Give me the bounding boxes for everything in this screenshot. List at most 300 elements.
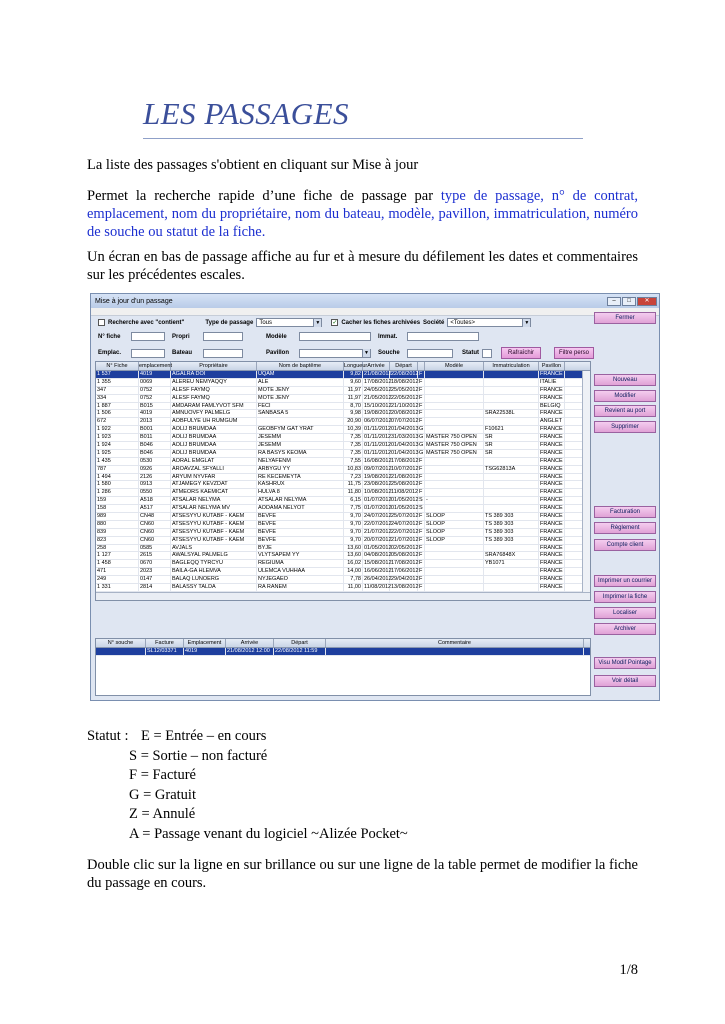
button-0[interactable]: Fermer xyxy=(594,312,656,324)
table-cell: 7,35 xyxy=(344,450,363,457)
table-cell: 20,90 xyxy=(344,418,363,425)
column-header[interactable]: emplacement xyxy=(139,363,173,369)
table-cell: 14,00 xyxy=(344,568,363,575)
table-cell: 11,97 xyxy=(344,387,363,394)
table-cell: SLOOP xyxy=(425,529,484,536)
table-cell: TSG62813A xyxy=(484,466,539,473)
table-cell: 2814 xyxy=(139,584,171,591)
table-cell: RE KECEMEYTA xyxy=(257,474,344,481)
column-header[interactable]: Pavillon xyxy=(539,362,565,370)
table-cell: AROAVZAL SFYALLI xyxy=(171,466,257,473)
table-cell: 25/05/2012 xyxy=(391,386,419,393)
table-row[interactable] xyxy=(96,426,590,434)
table-cell: 01/04/2013 xyxy=(391,442,419,449)
table-cell: BELGIQ xyxy=(539,403,565,410)
history-cell: 4019 xyxy=(184,648,226,655)
table-cell: 01/05/2012 xyxy=(391,505,419,512)
history-column-header[interactable]: Facture xyxy=(146,639,184,647)
table-row[interactable] xyxy=(96,466,590,474)
history-column-header[interactable]: Départ xyxy=(274,639,326,647)
table-cell: 7,55 xyxy=(344,458,363,465)
table-cell: MASTER 750 OPEN xyxy=(425,434,484,441)
table-row[interactable] xyxy=(96,505,590,513)
emplac-input[interactable] xyxy=(131,349,165,358)
table-cell: 17/06/2012 xyxy=(391,568,419,575)
table-cell: 15/08/2012 xyxy=(364,560,392,567)
table-cell xyxy=(425,489,484,496)
table-row[interactable] xyxy=(96,434,590,442)
table-row[interactable] xyxy=(96,458,590,466)
search-paragraph xyxy=(87,187,638,241)
table-row[interactable] xyxy=(96,552,590,560)
cacher-checkbox[interactable]: ✓ xyxy=(332,320,338,326)
table-cell xyxy=(425,395,484,402)
table-cell: FRANCE xyxy=(539,584,565,591)
table-cell: F xyxy=(418,403,425,410)
pavillon-select[interactable] xyxy=(299,349,371,358)
table-cell: FRANCE xyxy=(539,434,565,441)
table-cell: FRANCE xyxy=(539,481,565,488)
table-cell: AORAL EMGLAT xyxy=(171,458,257,465)
statut-input[interactable] xyxy=(482,349,492,358)
table-cell: ATSALAR NELYMA xyxy=(257,497,344,504)
table-cell: ALESF FAYMQ xyxy=(171,395,257,402)
table-cell: 0926 xyxy=(139,466,171,473)
table-row[interactable] xyxy=(96,545,590,553)
table-cell: 9,70 xyxy=(344,537,363,544)
table-row[interactable] xyxy=(96,410,590,418)
column-header[interactable] xyxy=(418,362,425,370)
table-cell xyxy=(484,584,539,591)
table-cell: 1 127 xyxy=(96,552,139,559)
button-12[interactable]: Visu Modif Pointage xyxy=(594,657,656,669)
table-cell xyxy=(425,474,484,481)
table-cell: 24/07/2012 xyxy=(364,513,392,520)
table-cell: CN60 xyxy=(139,521,171,528)
table-cell: 01/07/2012 xyxy=(364,505,392,512)
table-cell: 6,15 xyxy=(344,497,363,504)
table-cell: A518 xyxy=(139,497,171,504)
table-cell: F xyxy=(418,474,425,481)
table-cell: ALESF FAYMQ xyxy=(171,387,257,394)
table-cell xyxy=(425,481,484,488)
table-cell xyxy=(425,458,484,465)
column-header[interactable]: Arrivée xyxy=(363,362,390,370)
modele-label: Modèle xyxy=(266,333,287,340)
table-cell: FRANCE xyxy=(539,466,565,473)
table-cell: S xyxy=(418,505,425,512)
table-row[interactable] xyxy=(96,474,590,482)
table-cell: 26/04/2012 xyxy=(364,576,392,583)
history-cell: 22/08/2012 11:59 xyxy=(274,648,326,655)
table-cell: MASTER 750 OPEN xyxy=(425,450,484,457)
table-row[interactable] xyxy=(96,521,590,529)
table-cell: F xyxy=(418,529,425,536)
table-cell xyxy=(484,576,539,583)
table-cell: FRANCE xyxy=(539,410,565,417)
table-cell xyxy=(425,387,484,394)
maximize-icon[interactable]: □ xyxy=(622,297,636,306)
table-cell: FRANCE xyxy=(539,568,565,575)
table-cell: 01/11/2012 xyxy=(364,434,392,441)
table-cell: 01/07/2012 xyxy=(364,497,392,504)
table-cell: 18/08/2012 xyxy=(391,378,419,385)
table-cell: BEVFE xyxy=(257,529,344,536)
table-cell: 01/05/2012 xyxy=(391,497,419,504)
table-cell: 01/11/2012 xyxy=(364,442,392,449)
table-cell xyxy=(425,584,484,591)
table-cell: BEVFE xyxy=(257,537,344,544)
table-cell xyxy=(425,466,484,473)
table-cell: 2013 xyxy=(139,418,171,425)
table-cell: 21/08/2012 xyxy=(391,473,419,480)
table-cell: 4019 xyxy=(139,410,171,417)
statut-label: Statut : xyxy=(87,728,129,744)
chevron-down-icon: ▼ xyxy=(362,349,370,357)
chevron-down-icon: ▼ xyxy=(522,319,530,327)
table-cell: 7,78 xyxy=(344,576,363,583)
table-row[interactable] xyxy=(96,497,590,505)
table-cell: 20/08/2012 xyxy=(391,410,419,417)
table-cell: FRANCE xyxy=(539,450,565,457)
table-cell: F xyxy=(418,458,425,465)
table-cell: 0585 xyxy=(139,545,171,552)
column-header[interactable]: N° Fiche xyxy=(96,362,139,370)
table-cell xyxy=(425,410,484,417)
window-title: Mise à jour d'un passage xyxy=(95,297,173,305)
table-cell: ATJAMEGY KEVZDAT xyxy=(171,481,257,488)
table-cell: 21/10/2012 xyxy=(391,402,419,409)
column-header[interactable]: Modèle xyxy=(425,362,484,370)
table-cell: 823 xyxy=(96,537,139,544)
table-cell: 01/05/2012 xyxy=(364,544,392,551)
table-cell: 9,70 xyxy=(344,513,363,520)
table-row[interactable] xyxy=(96,584,590,592)
statut-item: F = Facturé xyxy=(129,767,196,784)
table-cell: B001 xyxy=(139,426,171,433)
table-cell: G xyxy=(419,442,424,449)
table-cell: 9,70 xyxy=(344,529,363,536)
history-column-header[interactable]: Emplacement xyxy=(184,639,226,647)
vertical-scrollbar[interactable] xyxy=(582,371,590,592)
modele-input[interactable] xyxy=(299,332,371,341)
table-cell: 06/07/2012 xyxy=(364,418,392,425)
table-cell: 19/08/2012 xyxy=(364,473,392,480)
table-row[interactable] xyxy=(96,576,590,584)
table-cell: 11/08/2012 xyxy=(364,584,392,591)
history-row[interactable] xyxy=(96,648,590,656)
table-cell: HULVA 8 xyxy=(257,489,344,496)
table-cell: 21/08/2012 xyxy=(364,371,392,377)
propri-input[interactable] xyxy=(203,332,243,341)
table-cell: FRANCE xyxy=(539,442,565,449)
table-cell: 04/08/2012 xyxy=(364,552,392,559)
table-cell: 21/07/2012 xyxy=(364,528,392,535)
table-cell: 1 580 xyxy=(96,481,139,488)
table-cell: 8,70 xyxy=(344,403,363,410)
table-cell: 249 xyxy=(96,576,139,583)
pavillon-label: Pavillon xyxy=(266,350,290,356)
table-cell: F xyxy=(418,576,425,583)
table-row[interactable] xyxy=(96,371,590,379)
table-cell xyxy=(425,552,484,559)
table-cell: 334 xyxy=(96,395,139,402)
table-cell: F xyxy=(418,560,425,567)
table-cell: BYJE xyxy=(257,545,344,552)
history-cell: 21/08/2012 12:00 xyxy=(226,648,274,655)
table-cell: 21/07/2012 xyxy=(391,536,419,543)
table-cell: 0752 xyxy=(139,387,171,394)
table-cell: 1 923 xyxy=(96,434,139,441)
table-cell: ATSESYYU KUTABF - KAEM xyxy=(171,529,257,536)
filtre-perso-button[interactable]: Filtre perso xyxy=(554,347,594,359)
table-cell: 1 286 xyxy=(96,489,139,496)
table-cell: 1 435 xyxy=(96,458,139,465)
table-cell: 16/08/2012 xyxy=(364,457,392,464)
column-header[interactable]: Nom de baptême xyxy=(257,362,344,370)
column-header[interactable]: Longueur xyxy=(344,363,368,369)
table-cell xyxy=(484,497,539,504)
table-cell: AMNUOVFY PALMELG xyxy=(171,410,257,417)
table-cell: AWALSYAL PALMELG xyxy=(171,552,257,559)
table-cell: SLOOP xyxy=(425,513,484,520)
table-cell: BEVFE xyxy=(257,513,344,520)
table-cell: SRA76848X xyxy=(484,552,539,559)
button-9[interactable]: Imprimer la fiche xyxy=(594,591,656,603)
table-cell: ITALIE xyxy=(539,379,565,386)
table-cell: 9,60 xyxy=(344,379,363,386)
button-13[interactable]: Voir détail xyxy=(594,675,656,687)
table-cell: AOLIJ BRUMDAA xyxy=(171,450,257,457)
history-paragraph: Un écran en bas de passage affiche au fur et à mesure du défilement les dates et commentaires sur les précédentes escales. xyxy=(87,249,638,283)
table-cell: AMDARAM FAMLYVOT SFM xyxy=(171,403,257,410)
table-cell: FRANCE xyxy=(539,458,565,465)
table-cell: 23/08/2012 xyxy=(364,481,392,488)
table-row[interactable] xyxy=(96,395,590,403)
souche-input[interactable] xyxy=(407,349,453,358)
table-cell: 17/08/2012 xyxy=(364,378,392,385)
history-cell xyxy=(96,648,146,655)
table-row[interactable] xyxy=(96,568,590,576)
table-cell: F10621 xyxy=(484,426,539,433)
table-row[interactable] xyxy=(96,560,590,568)
table-cell: AOLIJ BRUMDAA xyxy=(171,426,257,433)
table-cell: 1 925 xyxy=(96,450,139,457)
table-cell: NYJEGAEO xyxy=(257,576,344,583)
table-cell xyxy=(425,418,484,425)
nfiche-input[interactable] xyxy=(131,332,165,341)
table-cell: 347 xyxy=(96,387,139,394)
table-cell: 13,60 xyxy=(344,545,363,552)
type-passage-label: Type de passage xyxy=(205,319,254,326)
table-cell: SRA22538L xyxy=(484,410,539,417)
table-cell xyxy=(257,418,344,425)
nfiche-label: N° fiche xyxy=(98,333,121,340)
table-cell: 11,00 xyxy=(344,584,363,591)
button-5[interactable]: Facturation xyxy=(594,506,656,518)
table-cell: 05/08/2012 xyxy=(391,552,419,559)
table-cell: FRANCE xyxy=(539,552,565,559)
button-7[interactable]: Compte client xyxy=(594,539,656,551)
table-cell: FRANCE xyxy=(539,560,565,567)
table-cell xyxy=(484,545,539,552)
table-cell: AODAMA NELYOT xyxy=(257,505,344,512)
table-cell: 258 xyxy=(96,545,139,552)
table-cell: REGIUMA xyxy=(257,560,344,567)
search-criteria-text: type de passage, n° de contrat, emplacement, nom du propriétaire, nom du bateau, modèle, pavillon, immatriculation, numéro de souche ou statut de la fiche. xyxy=(87,188,638,240)
table-cell: 10,39 xyxy=(344,426,363,433)
statut-label: Statut xyxy=(462,350,479,356)
table-cell: 01/04/2013 xyxy=(391,449,419,456)
emplac-label: Emplac. xyxy=(98,350,122,356)
table-row[interactable] xyxy=(96,450,590,458)
table-cell: 01/04/2013 xyxy=(391,426,419,433)
societe-value: <Toutes> xyxy=(450,319,476,326)
table-cell: F xyxy=(418,537,425,544)
table-cell: F xyxy=(418,481,425,488)
table-cell xyxy=(425,576,484,583)
table-row[interactable] xyxy=(96,529,590,537)
table-row[interactable] xyxy=(96,489,590,497)
button-2[interactable]: Modifier xyxy=(594,390,656,402)
immat-input[interactable] xyxy=(407,332,479,341)
page-number: 1/8 xyxy=(619,962,638,978)
societe-select[interactable] xyxy=(447,318,531,327)
column-header[interactable]: Départ xyxy=(390,362,418,370)
minimize-icon[interactable]: – xyxy=(607,297,621,306)
table-cell: FRANCE xyxy=(539,474,565,481)
column-header[interactable]: Immatriculation xyxy=(484,362,539,370)
table-cell: MASTER 750 OPEN xyxy=(425,442,484,449)
table-cell: JESEMM xyxy=(257,442,344,449)
table-cell: 17/08/2012 xyxy=(391,560,419,567)
table-cell xyxy=(484,474,539,481)
table-cell: TS 389 303 xyxy=(484,521,539,528)
column-header[interactable]: Propriétaire xyxy=(171,362,257,370)
table-cell: 880 xyxy=(96,521,139,528)
button-10[interactable]: Localiser xyxy=(594,607,656,619)
table-cell: ULEMCA VUHHAA xyxy=(257,568,344,575)
table-cell: 24/07/2012 xyxy=(391,520,419,527)
table-cell: B046 xyxy=(139,442,171,449)
table-cell: 10/08/2012 xyxy=(364,489,392,496)
table-cell: 16/06/2012 xyxy=(364,568,392,575)
societe-label: Société xyxy=(423,319,445,326)
table-cell: 471 xyxy=(96,568,139,575)
table-cell xyxy=(425,371,484,378)
table-cell: 7,35 xyxy=(344,442,363,449)
table-cell xyxy=(484,489,539,496)
button-8[interactable]: Imprimer un courrier xyxy=(594,575,656,587)
table-cell: 17/08/2012 xyxy=(391,457,419,464)
table-cell: F xyxy=(418,584,425,591)
history-column-header[interactable]: N° souche xyxy=(96,639,146,647)
table-cell: AVJALS xyxy=(171,545,257,552)
table-cell: - xyxy=(425,497,484,504)
horizontal-scrollbar[interactable] xyxy=(96,592,590,600)
table-cell: 11,97 xyxy=(344,395,363,402)
table-row[interactable] xyxy=(96,379,590,387)
intro-paragraph: La liste des passages s'obtient en cliquant sur Mise à jour xyxy=(87,157,419,173)
rafraichir-button[interactable]: Rafraîchir xyxy=(501,347,541,359)
statut-item: G = Gratuit xyxy=(129,786,196,803)
passages-table xyxy=(95,361,591,601)
table-cell: F xyxy=(418,410,425,417)
type-passage-select[interactable] xyxy=(256,318,322,327)
table-cell: ATSESYYU KUTABF - KAEM xyxy=(171,537,257,544)
table-cell: 2615 xyxy=(139,552,171,559)
table-cell: 9,82 xyxy=(344,371,363,378)
table-cell: AOLIJ BRUMDAA xyxy=(171,434,257,441)
table-row[interactable] xyxy=(96,442,590,450)
table-cell xyxy=(484,568,539,575)
table-cell: 10/07/2012 xyxy=(391,465,419,472)
table-cell: F xyxy=(418,521,425,528)
table-cell xyxy=(425,545,484,552)
history-column-header[interactable]: Arrivée xyxy=(226,639,274,647)
table-row[interactable] xyxy=(96,387,590,395)
table-cell: BEVFE xyxy=(257,521,344,528)
table-cell: 22/05/2012 xyxy=(391,394,419,401)
table-cell: 1 537 xyxy=(96,371,139,378)
table-cell: MOTE JENY xyxy=(257,395,344,402)
button-4[interactable]: Supprimer xyxy=(594,421,656,433)
table-row[interactable] xyxy=(96,403,590,411)
table-cell: 158 xyxy=(96,505,139,512)
table-cell: 787 xyxy=(96,466,139,473)
table-cell: B046 xyxy=(139,450,171,457)
statut-item: Z = Annulé xyxy=(129,806,196,823)
table-cell xyxy=(484,481,539,488)
table-cell: 7,23 xyxy=(344,474,363,481)
table-cell: 672 xyxy=(96,418,139,425)
table-row[interactable] xyxy=(96,537,590,545)
table-row[interactable] xyxy=(96,513,590,521)
history-column-header[interactable]: Commentaire xyxy=(326,639,584,647)
table-cell: SLOOP xyxy=(425,537,484,544)
table-cell: 989 xyxy=(96,513,139,520)
statut-item: E = Entrée – en cours xyxy=(141,728,267,744)
table-cell: FRANCE xyxy=(539,537,565,544)
table-cell: 13,60 xyxy=(344,552,363,559)
button-1[interactable]: Nouveau xyxy=(594,374,656,386)
table-row[interactable] xyxy=(96,481,590,489)
button-6[interactable]: Règlement xyxy=(594,522,656,534)
table-cell: 0670 xyxy=(139,560,171,567)
table-row[interactable] xyxy=(96,418,590,426)
table-cell xyxy=(425,568,484,575)
table-cell: G xyxy=(419,449,424,456)
history-cell xyxy=(326,648,584,655)
table-cell xyxy=(484,403,539,410)
table-cell: BALAQ LUNOERG xyxy=(171,576,257,583)
button-3[interactable]: Revient au port xyxy=(594,405,656,417)
table-cell: SANBASA 5 xyxy=(257,410,344,417)
passage-window-screenshot xyxy=(90,293,660,701)
table-cell: TS 389 303 xyxy=(484,537,539,544)
contient-checkbox[interactable] xyxy=(98,319,105,326)
table-cell: 24/05/2012 xyxy=(364,386,392,393)
table-cell: FRANCE xyxy=(539,529,565,536)
table-cell: 7,35 xyxy=(344,434,363,441)
table-cell: KASHRUX xyxy=(257,481,344,488)
bateau-input[interactable] xyxy=(203,349,243,358)
button-11[interactable]: Archiver xyxy=(594,623,656,635)
table-cell: FRANCE xyxy=(539,497,565,504)
close-icon[interactable]: ✕ xyxy=(637,297,657,306)
table-cell: ALE xyxy=(257,379,344,386)
window-titlebar xyxy=(91,294,659,308)
